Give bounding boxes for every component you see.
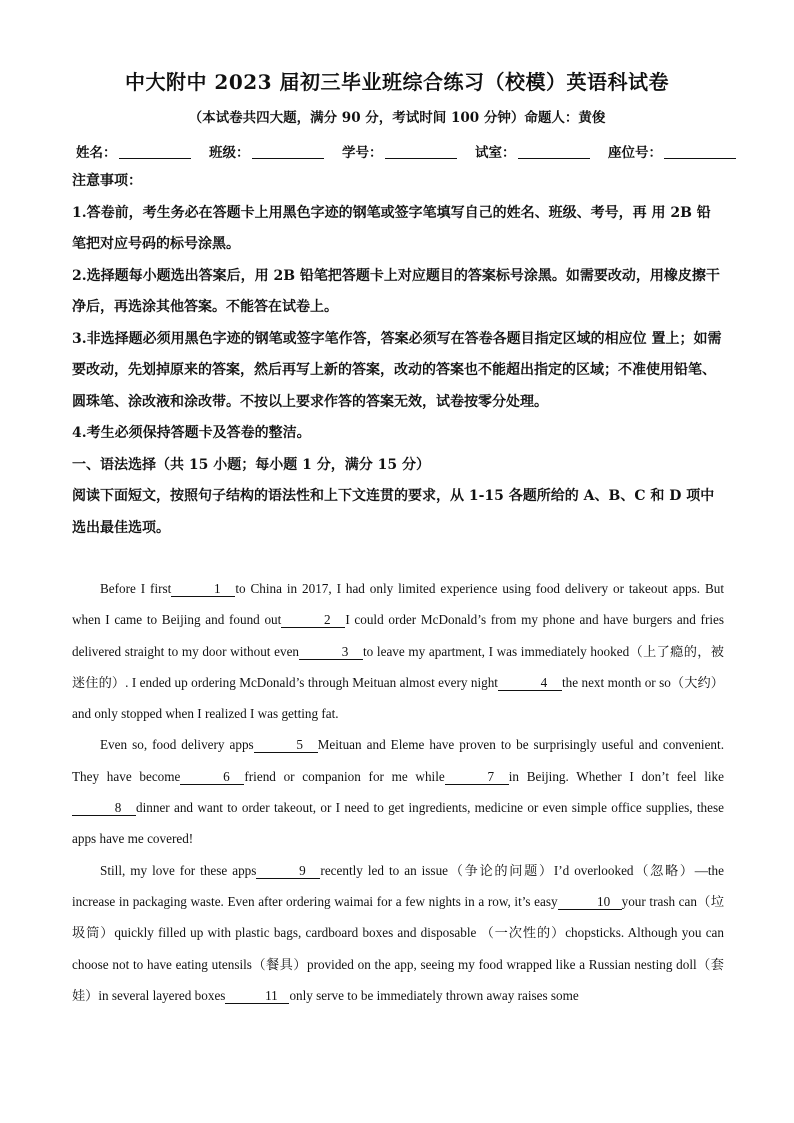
blank-8: 8: [72, 800, 136, 816]
section-instruction: 阅读下面短文，按照句子结构的语法性和上下文连贯的要求，从 1-15 各题所给的 A、B、C 和 D 项中选出最佳选项。: [72, 488, 715, 536]
passage-paragraph: [72, 729, 724, 854]
note-item: 1.答卷前，考生务必在答题卡上用黑色字迹的钢笔或签字笔填写自己的姓名、班级、考号，再 用 2B 铅笔把对应号码的标号涂黑。: [72, 204, 711, 252]
note-item: 3.非选择题必须用黑色字迹的钢笔或签字笔作答，答案必须写在答卷各题目指定区域的相应位 置上；如需要改动，先划掉原来的答案，然后再写上新的答案，改动的答案也不能超出指定的区域；不准使用铅笔、圆珠笔、涂改液和涂改带。不按以上要求作答的答案无效，试卷按零分处理。: [72, 330, 722, 410]
passage-text: Meituan and Eleme have proven to be surprisingly useful and convenient. They have become: [72, 737, 724, 784]
info-label: 姓名：: [76, 145, 117, 161]
class-blank[interactable]: [252, 144, 324, 159]
student-info-row: [76, 141, 736, 161]
passage-text: Before I first: [100, 581, 172, 596]
blank-2: 2: [281, 612, 345, 628]
passage-text: I could order McDonald’s from my phone and have burgers and fries delivered straight to my door without even: [72, 612, 724, 659]
blank-6: 6: [180, 769, 244, 785]
blank-10: 10: [558, 894, 622, 910]
notes-block: [72, 166, 722, 544]
passage-text: recently led to an issue（争论的问题）I’d overlooked（忽略）—the increase in packaging waste. Even after ordering waimai for a few nights in a row, it’s easy: [72, 862, 724, 909]
note-item: 4.考生必须保持答题卡及答卷的整洁。: [72, 425, 311, 441]
notes-heading: 注意事项：: [72, 173, 142, 189]
passage-text: dinner and want to order takeout, or I need to get ingredients, medicine or even simple office supplies, these apps have me covered!: [72, 800, 724, 847]
passage-text: friend or companion for me while: [244, 768, 445, 784]
blank-1: 1: [171, 581, 235, 597]
blank-4: 4: [498, 675, 562, 691]
section-heading: 一、语法选择（共 15 小题；每小题 1 分，满分 15 分）: [72, 456, 430, 473]
info-seat: [608, 141, 736, 161]
blank-3: 3: [299, 644, 363, 660]
info-label: 学号：: [342, 145, 383, 161]
info-room: [475, 141, 590, 161]
blank-9: 9: [256, 863, 320, 879]
blank-5: 5: [254, 737, 318, 753]
passage-text: your trash can（垃圾筒）quickly filled up with plastic bags, cardboard boxes and disposable （一次性的）chopsticks. Although you can choose not to have eating utensils（餐具）provided on the app, seeing my food wrapped like a Russian nesting doll（套娃）in several layered boxes: [72, 893, 725, 1003]
info-name: [76, 141, 191, 161]
passage-text: to leave my apartment, I was immediately hooked（上了瘾的，被迷住的）. I ended up ordering McDonald’s through Meituan almost every night: [72, 643, 724, 690]
exam-title: 中大附中 2023 届初三毕业班综合练习（校模）英语科试卷: [124, 70, 670, 94]
exam-subtitle: （本试卷共四大题，满分 90 分，考试时间 100 分钟）命题人：黄俊: [188, 110, 606, 126]
passage-paragraph: [72, 573, 724, 729]
reading-passage: [72, 573, 724, 1011]
passage-text: the next month or so（大约）and only stopped when I realized I was getting fat.: [72, 674, 724, 722]
info-label: 班级：: [209, 145, 250, 161]
seat-blank[interactable]: [664, 144, 736, 159]
passage-text: in Beijing. Whether I don’t feel like: [508, 768, 724, 784]
passage-text: Still, my love for these apps: [100, 862, 257, 878]
blank-7: 7: [445, 769, 509, 785]
info-label: 座位号：: [608, 145, 662, 161]
info-student-id: [342, 141, 457, 161]
name-blank[interactable]: [119, 144, 191, 159]
blank-11: 11: [225, 988, 289, 1004]
student-id-blank[interactable]: [385, 144, 457, 159]
info-class: [209, 141, 324, 161]
note-item: 2.选择题每小题选出答案后，用 2B 铅笔把答题卡上对应题目的答案标号涂黑。如需要改动，用橡皮擦干净后，再选涂其他答案。不能答在试卷上。: [72, 267, 720, 315]
passage-text: only serve to be immediately thrown away raises some: [289, 987, 579, 1003]
passage-text: to China in 2017, I had only limited experience using food delivery or takeout apps. But when I came to Beijing and found out: [72, 581, 725, 628]
passage-text: Even so, food delivery apps: [100, 737, 254, 753]
passage-paragraph: [72, 855, 724, 1011]
room-blank[interactable]: [518, 144, 590, 159]
info-label: 试室：: [475, 145, 516, 161]
